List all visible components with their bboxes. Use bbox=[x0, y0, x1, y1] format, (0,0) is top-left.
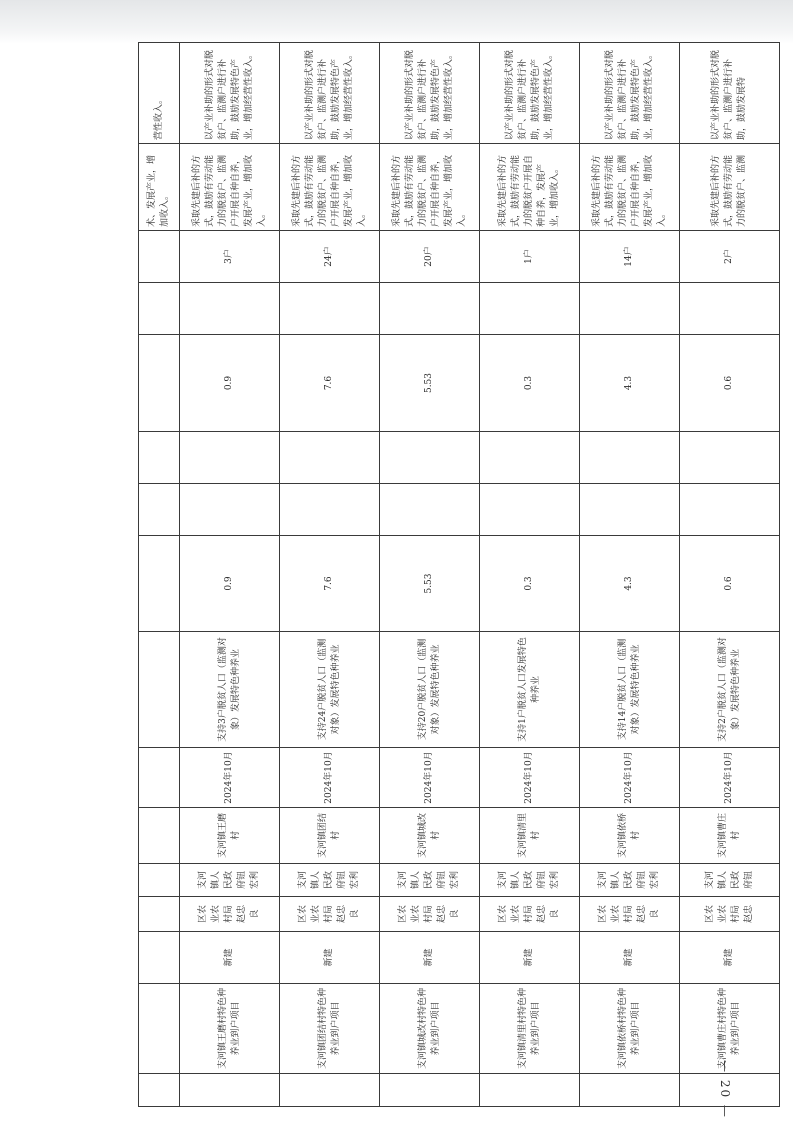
cell-time bbox=[139, 748, 180, 808]
cell-mechanism: 采取先建后补的方式，鼓励有劳动能力的脱贫户、监测 bbox=[680, 144, 780, 231]
cell-total: 0.6 bbox=[680, 335, 780, 432]
cell-total: 7.6 bbox=[280, 335, 380, 432]
cell-mechanism: 采取先建后补的方式，鼓励有劳动能力的脱贫户、监测户开展自种自养，发展产业，增加收入。 bbox=[180, 144, 280, 231]
cell-unit: 区农业农村局赵忠良 bbox=[480, 897, 580, 932]
cell-blank bbox=[580, 283, 680, 335]
table-row bbox=[380, 43, 480, 1107]
cell-name: 支河镇团结村特色种养业到户项目 bbox=[280, 984, 380, 1074]
cell-blank bbox=[280, 484, 380, 536]
cell-blank bbox=[380, 484, 480, 536]
cell-content: 支持2户脱贫人口（监测对象）发展特色种养业 bbox=[680, 632, 780, 748]
cell-blank bbox=[180, 283, 280, 335]
cell-name: 支河镇清里村特色种养业到户项目 bbox=[480, 984, 580, 1074]
cell-total: 0.9 bbox=[180, 335, 280, 432]
cell-unit: 区农业农村局赵忠良 bbox=[280, 897, 380, 932]
cell-mechanism: 术、发展产业，增加收入。 bbox=[139, 144, 180, 231]
cell-subtotal: 7.6 bbox=[280, 536, 380, 632]
cell-leader: 支河镇人民政府钮宏利 bbox=[480, 864, 580, 897]
cell-total: 5.53 bbox=[380, 335, 480, 432]
cell-blank bbox=[380, 283, 480, 335]
cell-blank bbox=[139, 484, 180, 536]
cell-benefit: 以产业补助的形式对脱贫户、监测户进行补助，鼓励发展特 bbox=[680, 43, 780, 144]
cell-blank bbox=[580, 484, 680, 536]
cell-nature: 新建 bbox=[280, 932, 380, 984]
rotated-table-container bbox=[138, 43, 754, 1107]
cell-total: 4.3 bbox=[580, 335, 680, 432]
cell-location bbox=[139, 808, 180, 864]
cell-time: 2024年10月 bbox=[680, 748, 780, 808]
cell-content: 支持14户脱贫人口（监测对象）发展特色种养业 bbox=[580, 632, 680, 748]
cell-unit: 区农业农村局赵忠 bbox=[680, 897, 780, 932]
cell-mechanism: 采取先建后补的方式，鼓励有劳动能力的脱贫户、监测户开展自种自养，发展产业，增加收入。 bbox=[380, 144, 480, 231]
cell-name: 支河镇王磨村特色种养业到户项目 bbox=[180, 984, 280, 1074]
cell-blank bbox=[180, 432, 280, 484]
cell-seq bbox=[280, 1074, 380, 1107]
cell-name: 支河镇城改村特色种养业到户项目 bbox=[380, 984, 480, 1074]
cell-time: 2024年10月 bbox=[580, 748, 680, 808]
cell-households: 2户 bbox=[680, 231, 780, 283]
cell-households: 3户 bbox=[180, 231, 280, 283]
cell-location: 支河镇依桥村 bbox=[580, 808, 680, 864]
cell-time: 2024年10月 bbox=[280, 748, 380, 808]
cell-blank bbox=[380, 432, 480, 484]
cell-unit bbox=[139, 897, 180, 932]
cell-nature: 新建 bbox=[580, 932, 680, 984]
cell-blank bbox=[480, 283, 580, 335]
cell-content: 支持1户脱贫人口发展特色种养业 bbox=[480, 632, 580, 748]
cell-leader: 支河镇人民政府钮宏利 bbox=[180, 864, 280, 897]
cell-benefit: 以产业补助的形式对脱贫户、监测户进行补助，鼓励发展特色产业，增加经营性收入。 bbox=[580, 43, 680, 144]
cell-leader: 支河镇人民政府钮宏利 bbox=[580, 864, 680, 897]
cell-blank bbox=[480, 432, 580, 484]
cell-households: 24户 bbox=[280, 231, 380, 283]
cell-mechanism: 采取先建后补的方式，鼓励有劳动能力的脱贫户开展自种自养，发展产业，增加收入。 bbox=[480, 144, 580, 231]
cell-mechanism: 采取先建后补的方式，鼓励有劳动能力的脱贫户、监测户开展自种自养，发展产业，增加收入。 bbox=[280, 144, 380, 231]
table-row bbox=[680, 43, 780, 1107]
cell-blank bbox=[680, 432, 780, 484]
cell-subtotal: 0.6 bbox=[680, 536, 780, 632]
cell-seq bbox=[139, 1074, 180, 1107]
cell-location: 支河镇清里村 bbox=[480, 808, 580, 864]
cell-time: 2024年10月 bbox=[480, 748, 580, 808]
cell-total bbox=[139, 335, 180, 432]
cell-seq bbox=[480, 1074, 580, 1107]
cell-seq bbox=[180, 1074, 280, 1107]
cell-households: 20户 bbox=[380, 231, 480, 283]
scan-edge-shading bbox=[0, 0, 793, 44]
cell-households: 1户 bbox=[480, 231, 580, 283]
cell-benefit: 以产业补助的形式对脱贫户、监测户进行补助，鼓励发展特色产业，增加经营性收入。 bbox=[380, 43, 480, 144]
cell-seq bbox=[380, 1074, 480, 1107]
cell-time: 2024年10月 bbox=[380, 748, 480, 808]
cell-leader: 支河镇人民政府钮 bbox=[680, 864, 780, 897]
cell-mechanism: 采取先建后补的方式，鼓励有劳动能力的脱贫户、监测户开展自种自养，发展产业，增加收入。 bbox=[580, 144, 680, 231]
cell-location: 支河镇团结村 bbox=[280, 808, 380, 864]
cell-subtotal: 4.3 bbox=[580, 536, 680, 632]
cell-time: 2024年10月 bbox=[180, 748, 280, 808]
table-row bbox=[480, 43, 580, 1107]
cell-blank bbox=[480, 484, 580, 536]
cell-location: 支河镇曹庄村 bbox=[680, 808, 780, 864]
cell-blank bbox=[280, 432, 380, 484]
cell-nature bbox=[139, 932, 180, 984]
table-row bbox=[180, 43, 280, 1107]
cell-content: 支持24户脱贫人口（监测对象）发展特色种养业 bbox=[280, 632, 380, 748]
cell-unit: 区农业农村局赵忠良 bbox=[580, 897, 680, 932]
cell-seq bbox=[580, 1074, 680, 1107]
cell-content bbox=[139, 632, 180, 748]
page-number: — 20 — bbox=[718, 1060, 732, 1119]
cell-subtotal: 5.53 bbox=[380, 536, 480, 632]
cell-households: 14户 bbox=[580, 231, 680, 283]
cell-leader: 支河镇人民政府钮宏利 bbox=[280, 864, 380, 897]
cell-location: 支河镇王磨村 bbox=[180, 808, 280, 864]
cell-unit: 区农业农村局赵忠良 bbox=[380, 897, 480, 932]
cell-subtotal: 0.9 bbox=[180, 536, 280, 632]
table-row bbox=[280, 43, 380, 1107]
cell-blank bbox=[180, 484, 280, 536]
cell-nature: 新建 bbox=[480, 932, 580, 984]
project-table bbox=[138, 42, 780, 1107]
cell-households bbox=[139, 231, 180, 283]
cell-subtotal: 0.3 bbox=[480, 536, 580, 632]
cell-content: 支持3户脱贫人口（监测对象）发展特色种养业 bbox=[180, 632, 280, 748]
cell-name bbox=[139, 984, 180, 1074]
cell-leader bbox=[139, 864, 180, 897]
cell-benefit: 以产业补助的形式对脱贫户、监测户进行补助，鼓励发展特色产业，增加经营性收入。 bbox=[280, 43, 380, 144]
cell-name: 支河镇依桥村特色种养业到户项目 bbox=[580, 984, 680, 1074]
cell-benefit: 营性收入。 bbox=[139, 43, 180, 144]
cell-subtotal bbox=[139, 536, 180, 632]
cell-benefit: 以产业补助的形式对脱贫户、监测户进行补助，鼓励发展特色产业，增加经营性收入。 bbox=[180, 43, 280, 144]
cell-blank bbox=[680, 484, 780, 536]
cell-name: 支河镇曹庄村特色种养业到户项目 bbox=[680, 984, 780, 1074]
cell-blank bbox=[580, 432, 680, 484]
cell-blank bbox=[280, 283, 380, 335]
table-row-continued bbox=[139, 43, 180, 1107]
cell-location: 支河镇城改村 bbox=[380, 808, 480, 864]
cell-total: 0.3 bbox=[480, 335, 580, 432]
cell-blank bbox=[680, 283, 780, 335]
cell-nature: 新建 bbox=[380, 932, 480, 984]
cell-nature: 新建 bbox=[680, 932, 780, 984]
cell-seq bbox=[680, 1074, 780, 1107]
cell-unit: 区农业农村局赵忠良 bbox=[180, 897, 280, 932]
cell-content: 支持20户脱贫人口（监测对象）发展特色种养业 bbox=[380, 632, 480, 748]
table-row bbox=[580, 43, 680, 1107]
cell-benefit: 以产业补助的形式对脱贫户、监测户进行补助，鼓励发展特色产业，增加经营性收入。 bbox=[480, 43, 580, 144]
cell-nature: 新建 bbox=[180, 932, 280, 984]
cell-blank bbox=[139, 283, 180, 335]
cell-blank bbox=[139, 432, 180, 484]
cell-leader: 支河镇人民政府钮宏利 bbox=[380, 864, 480, 897]
